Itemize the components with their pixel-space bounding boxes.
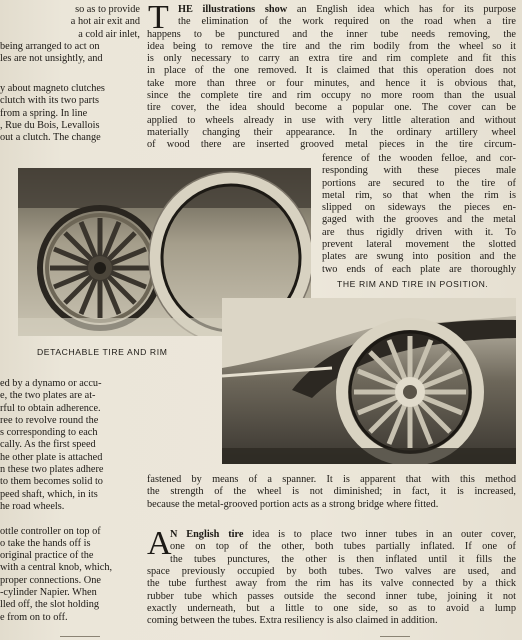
article-1-narrow [322,153,516,276]
article-2-body [147,566,516,627]
text-line: the tube furthest away from the rim has its valve connected by a thick [147,578,516,590]
text-line: so as to provide [75,4,140,15]
text-line: happens to be punctured and the inner tube needs removing, the [147,28,516,40]
left-column-top [0,4,140,65]
text-line: the strength of the wheel is not diminished; in fact, it is increased, [147,486,516,498]
text-line: rubber tube which passes outside the second inner tube, joining it not [147,590,516,602]
text-line: exactly underneath, but a little to one side, so as to avoid a lump [147,602,516,614]
lead-bold: HE illustrations show [178,4,288,15]
text-line: gaged with the grooves and the metal [322,214,516,226]
text-line: lled off, the slot holding [0,599,100,611]
text-line: s corresponding to each [0,427,98,439]
caption-rim-in-position: THE RIM AND TIRE IN POSITION. [337,279,489,289]
article-1-lead [178,4,516,29]
text-line: original practice of the [0,550,94,562]
text-line: ed by a dynamo or accu- [0,378,102,389]
text-line: in place of the one removed. It is claimed that this operation does not [147,65,516,77]
text-line: space previously occupied by both tubes. Two valves are used, and [147,566,516,577]
lead-rest: idea is to place two inner tubes in an outer cover, [243,529,516,540]
lead-line [178,4,516,16]
text-line: he road wheels. [0,500,65,512]
lead-line [170,529,516,541]
text-line: cally. As the first speed [0,439,96,451]
text-line: one on top of the other, both tubes partially inflated. If one of [170,541,516,553]
text-line: the elimination of the work required on the road when a tire [178,16,516,28]
text-line: , Rue du Bois, Levallois [0,119,100,131]
text-line: two ends of each plate are thoroughly [322,263,516,275]
text-line: coming between the tubes. Extra resiliency is also claimed in addition. [147,615,438,627]
wheel-on-car-illustration [222,298,516,464]
text-line: out a clutch. The change [0,132,101,144]
text-line: y about magneto clutches [0,83,105,94]
text-line: -cylinder Napier. When [0,587,97,599]
text-line: a hot air exit and [70,16,140,28]
bottom-edge-rule-right [380,636,410,637]
text-line: fastened by means of a spanner. It is apparent that with this method [147,474,516,485]
drop-cap-t: T [148,0,169,36]
article-1-body [147,29,516,152]
text-line [0,513,140,525]
text-line: being arranged to act on [0,40,100,52]
text-line: plates are swung into position and the [322,251,516,263]
text-line: with a central knob, which, [0,562,113,574]
text-line: from a spring. In line [0,107,88,119]
text-line: applied to wheels already in use with very little alteration and without [147,114,516,126]
text-line: o take the hands off is [0,537,91,549]
text-line: n these two plates adhere [0,464,104,476]
photo-rim-and-tire-in-position [222,298,516,464]
text-line: e from on to off. [0,611,68,623]
text-line: a cold air inlet, [78,28,140,40]
text-line: responding with these pieces male [322,165,516,177]
text-line: prevent lateral movement the slotted [322,239,516,251]
text-line: he other plate is attached [0,451,103,463]
text-line: proper connections. One [0,574,101,586]
text-line: slipped on sideways the pieces en- [322,202,516,214]
text-line: because the metal-grooved portion acts as a strong bridge where fitted. [147,498,439,510]
lead-bold: N English tire [170,529,244,540]
text-line: e, the two plates are at- [0,390,96,402]
text-line: to them becomes solid to [0,476,103,488]
left-column-bottom [0,378,140,624]
text-line: are thus rigidly driven with it. To [322,226,516,238]
bottom-edge-rule [60,636,100,637]
text-line: clutch with its two parts [0,95,99,107]
text-line: portions are secured to the tire of [322,177,516,189]
text-line: the tubes punctures, the other is then inflated until it fills the [170,553,516,565]
text-line: ottle controller on top of [0,525,101,537]
lead-rest: an English idea which has for its purpose [287,4,516,15]
text-line: materially changing their appearance. In the ordinary artillery wheel [147,126,516,138]
text-line: metal rim, so that when the rim is [322,189,516,201]
article-2-lead [170,529,516,566]
left-column-middle [0,83,140,144]
caption-detachable-tire: DETACHABLE TIRE AND RIM [37,347,168,357]
text-line: since the complete tire and rim occupy no more room than the usual [147,90,516,102]
text-line: is only necessary to carry an extra tire and rim complete and fit this [147,53,516,65]
text-line: tire cover, the idea should become a popular one. The cover can be [147,102,516,114]
text-line: les are not unsightly, and [0,53,103,65]
text-line: take more than three or four minutes, and hence it is obvious that, [147,77,516,89]
article-1-end [147,474,516,511]
text-line: of wood there are inserted grooved metal pieces in the tire circum- [147,139,516,151]
text-line: ference of the wooden felloe, and cor- [322,153,516,164]
text-line: peed shaft, which, in its [0,488,98,500]
text-line: idea being to remove the tire and the rim bodily from the wheel so it [147,40,516,52]
text-line: ree to revolve round the [0,414,99,426]
text-line: rful to obtain adherence. [0,402,101,414]
drop-cap-a: A [147,525,172,562]
